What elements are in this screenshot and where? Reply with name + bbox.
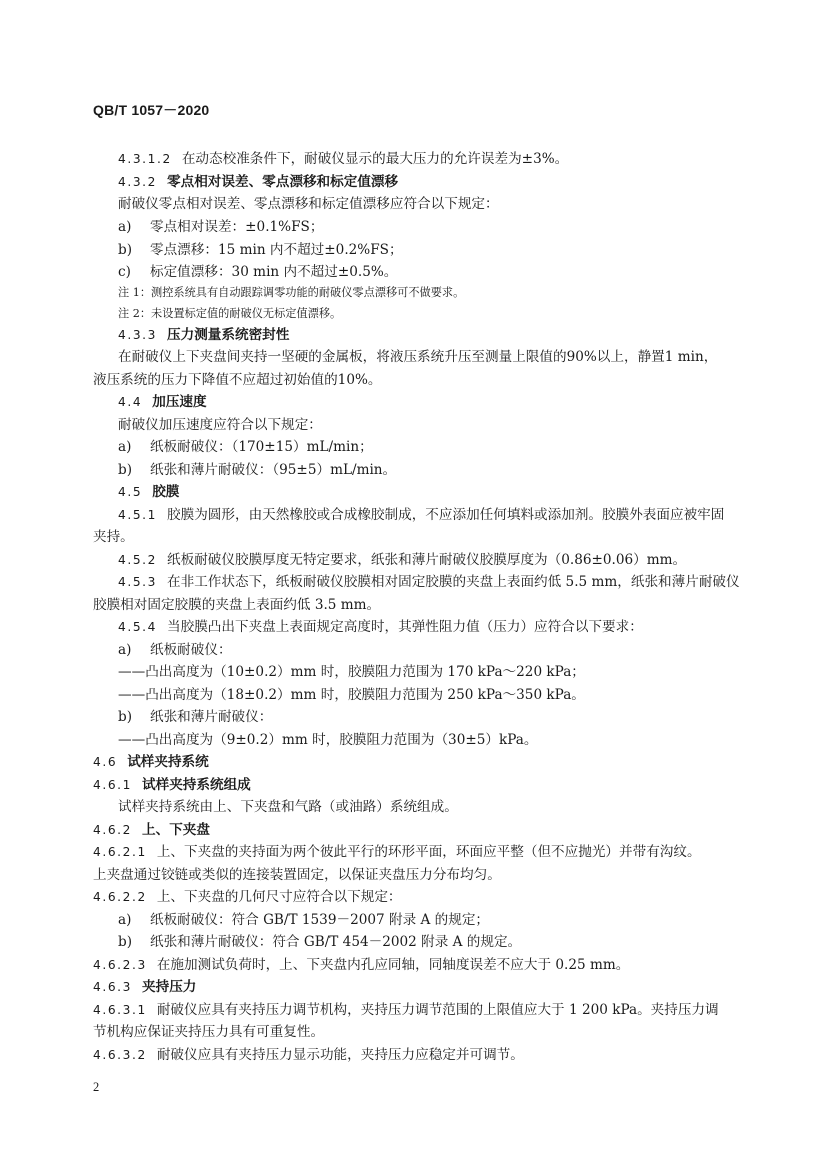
clause-4-6-2-3 xyxy=(93,955,629,975)
clause-text: 耐破仪应具有夹持压力显示功能，夹持压力应稳定并可调节。 xyxy=(156,1047,524,1063)
heading-text: 夹持压力 xyxy=(142,979,197,995)
clause-number: 4.5.2 xyxy=(118,553,158,567)
paragraph-line: 在耐破仪上下夹盘间夹持一坚硬的金属板，将液压系统升压至测量上限值的90%以上，静置1 min， xyxy=(118,349,718,365)
clause-number: 4.3.1.2 xyxy=(118,152,172,166)
heading-text: 胶膜 xyxy=(152,484,180,500)
heading-4-5 xyxy=(118,482,179,502)
heading-4-4 xyxy=(118,392,207,412)
list-label: a) xyxy=(118,642,132,658)
clause-4-3-1-2 xyxy=(118,149,568,169)
list-text: 零点漂移：15 min 内不超过±0.2%FS； xyxy=(150,242,403,258)
clause-number: 4.3.2 xyxy=(118,175,158,189)
list-label: a) xyxy=(118,219,132,235)
list-label: a) xyxy=(118,439,132,455)
paragraph-line: 节机构应保证夹持压力具有可重复性。 xyxy=(93,1024,325,1040)
list-text: 纸板耐破仪：符合 GB/T 1539－2007 附录 A 的规定； xyxy=(150,912,490,928)
list-item xyxy=(118,707,272,727)
clause-text: 当胶膜凸出下夹盘上表面规定高度时，其弹性阻力值（压力）应符合以下要求： xyxy=(167,619,643,635)
dash-item: ——凸出高度为（9±0.2）mm 时，胶膜阻力范围为（30±5）kPa。 xyxy=(118,732,538,748)
clause-4-6-2-2 xyxy=(93,887,402,907)
list-text: 纸板耐破仪： xyxy=(150,642,232,658)
clause-text: 耐破仪应具有夹持压力调节机构，夹持压力调节范围的上限值应大于 1 200 kPa。夹持压力调 xyxy=(156,1002,719,1018)
clause-4-6-2-1 xyxy=(93,842,701,862)
clause-text: 胶膜为圆形，由天然橡胶或合成橡胶制成，不应添加任何填料或添加剂。胶膜外表面应被牢固 xyxy=(167,507,725,523)
clause-text: 上、下夹盘的夹持面为两个彼此平行的环形平面，环面应平整（但不应抛光）并带有沟纹。 xyxy=(156,844,701,860)
heading-4-3-3 xyxy=(118,325,289,345)
clause-number: 4.6 xyxy=(93,755,118,769)
list-text: 纸张和薄片耐破仪： xyxy=(150,709,273,725)
clause-number: 4.4 xyxy=(118,395,143,409)
clause-4-6-3-1 xyxy=(93,1000,719,1020)
clause-number: 4.5.4 xyxy=(118,620,158,634)
heading-text: 压力测量系统密封性 xyxy=(167,327,290,343)
document-id-header: QB/T 1057－2020 xyxy=(93,102,210,118)
dash-item: ——凸出高度为（18±0.2）mm 时，胶膜阻力范围为 250 kPa～350 kPa。 xyxy=(118,687,585,703)
clause-number: 4.6.2.2 xyxy=(93,890,147,904)
paragraph-line: 液压系统的压力下降值不应超过初始值的10%。 xyxy=(93,372,382,388)
clause-number: 4.6.3 xyxy=(93,980,133,994)
paragraph-line: 胶膜相对固定胶膜的夹盘上表面约低 3.5 mm。 xyxy=(93,597,381,613)
clause-number: 4.6.3.2 xyxy=(93,1048,147,1062)
clause-text: 纸板耐破仪胶膜厚度无特定要求，纸张和薄片耐破仪胶膜厚度为（0.86±0.06）mm。 xyxy=(167,552,687,568)
list-item xyxy=(118,262,397,282)
paragraph-line: 夹持。 xyxy=(93,529,134,545)
dash-item: ——凸出高度为（10±0.2）mm 时，胶膜阻力范围为 170 kPa～220 kPa； xyxy=(118,664,585,680)
list-item xyxy=(118,217,323,237)
list-label: b) xyxy=(118,709,133,725)
list-item xyxy=(118,932,521,952)
clause-text: 在施加测试负荷时，上、下夹盘内孔应同轴，同轴度误差不应大于 0.25 mm。 xyxy=(156,957,630,973)
list-label: b) xyxy=(118,242,133,258)
list-label: b) xyxy=(118,462,133,478)
paragraph-line: 耐破仪加压速度应符合以下规定： xyxy=(118,417,322,433)
clause-number: 4.3.3 xyxy=(118,328,158,342)
paragraph-line: 耐破仪零点相对误差、零点漂移和标定值漂移应符合以下规定： xyxy=(118,196,499,212)
list-item xyxy=(118,240,403,260)
page-number: 2 xyxy=(93,1080,100,1094)
list-item xyxy=(118,460,396,480)
clause-text: 上、下夹盘的几何尺寸应符合以下规定： xyxy=(156,889,402,905)
clause-number: 4.6.1 xyxy=(93,778,133,792)
clause-4-5-2 xyxy=(118,550,686,570)
list-label: c) xyxy=(118,264,131,280)
clause-number: 4.6.2.3 xyxy=(93,958,147,972)
list-item xyxy=(118,437,373,457)
clause-number: 4.5 xyxy=(118,485,143,499)
paragraph-line: 试样夹持系统由上、下夹盘和气路（或油路）系统组成。 xyxy=(118,799,458,815)
heading-text: 零点相对误差、零点漂移和标定值漂移 xyxy=(167,174,399,190)
heading-text: 试样夹持系统组成 xyxy=(142,777,251,793)
clause-4-5-1 xyxy=(118,505,724,525)
list-item xyxy=(118,640,232,660)
clause-number: 4.6.3.1 xyxy=(93,1003,147,1017)
heading-text: 加压速度 xyxy=(152,394,207,410)
heading-4-6-1 xyxy=(93,775,251,795)
clause-number: 4.5.3 xyxy=(118,575,158,589)
note-2: 注 2：未设置标定值的耐破仪无标定值漂移。 xyxy=(118,307,342,320)
clause-text: 在动态校准条件下，耐破仪显示的最大压力的允许误差为±3%。 xyxy=(181,151,569,167)
heading-4-6-3 xyxy=(93,977,196,997)
paragraph-line: 上夹盘通过铰链或类似的连接装置固定，以保证夹盘压力分布均匀。 xyxy=(93,867,501,883)
heading-text: 试样夹持系统 xyxy=(127,754,209,770)
heading-4-6 xyxy=(93,752,209,772)
clause-4-5-3 xyxy=(118,572,740,592)
list-label: b) xyxy=(118,934,133,950)
list-text: 零点相对误差：±0.1%FS； xyxy=(150,219,324,235)
list-item xyxy=(118,910,489,930)
heading-4-3-2 xyxy=(118,172,398,192)
heading-4-6-2 xyxy=(93,820,210,840)
list-text: 标定值漂移：30 min 内不超过±0.5%。 xyxy=(150,264,398,280)
list-text: 纸张和薄片耐破仪：符合 GB/T 454－2002 附录 A 的规定。 xyxy=(150,934,522,950)
list-label: a) xyxy=(118,912,132,928)
clause-number: 4.6.2.1 xyxy=(93,845,147,859)
clause-number: 4.5.1 xyxy=(118,508,158,522)
list-text: 纸张和薄片耐破仪：（95±5）mL/min。 xyxy=(150,462,397,478)
clause-number: 4.6.2 xyxy=(93,823,133,837)
clause-text: 在非工作状态下，纸板耐破仪胶膜相对固定胶膜的夹盘上表面约低 5.5 mm，纸张和薄片耐破仪 xyxy=(167,574,740,590)
clause-4-5-4 xyxy=(118,617,643,637)
note-1: 注 1：测控系统具有自动跟踪调零功能的耐破仪零点漂移可不做要求。 xyxy=(118,286,465,299)
heading-text: 上、下夹盘 xyxy=(142,822,210,838)
clause-4-6-3-2 xyxy=(93,1045,524,1065)
list-text: 纸板耐破仪：（170±15）mL/min； xyxy=(150,439,373,455)
